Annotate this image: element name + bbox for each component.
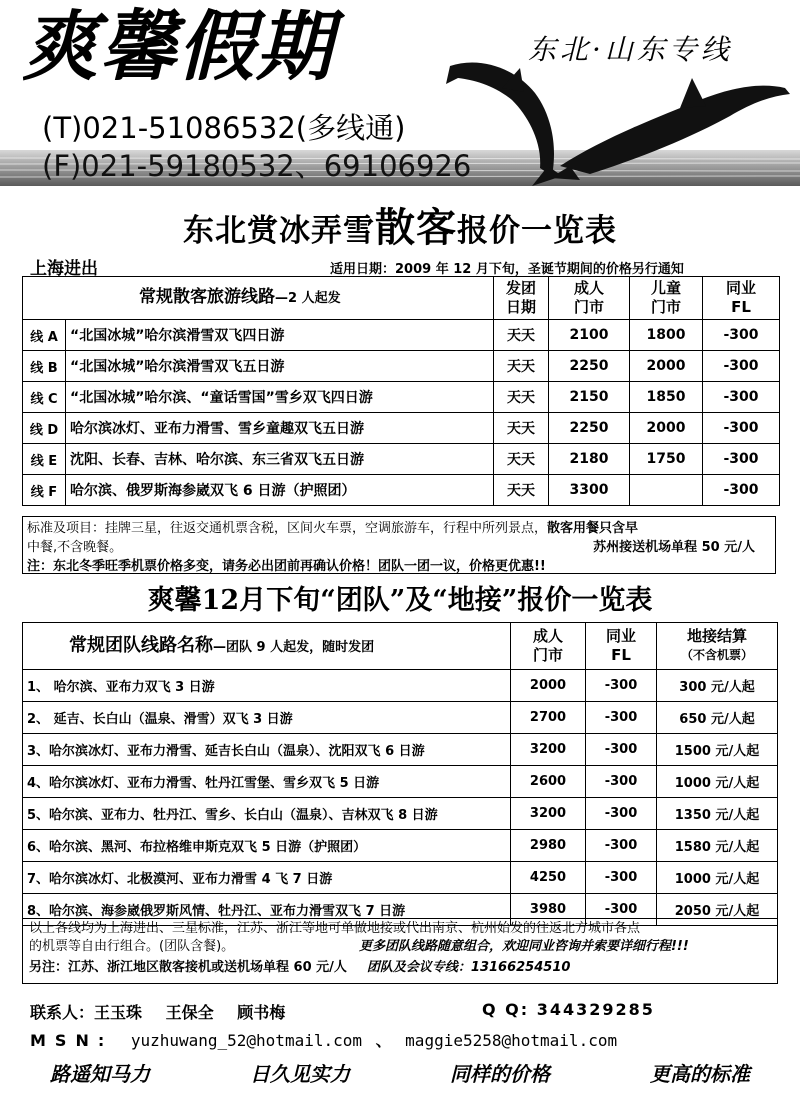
fl-price: -300: [703, 444, 780, 475]
group-settle-price: 650 元/人起: [657, 702, 778, 734]
group-settle-price: 1000 元/人起: [657, 862, 778, 894]
header-group-settle: [657, 623, 778, 670]
header-group-route-note: —团队 9 人起发，随时发团: [213, 639, 375, 655]
table-header-row: [23, 277, 780, 320]
route-name: 哈尔滨、俄罗斯海参崴双飞 6 日游（护照团）: [66, 475, 494, 506]
adult-price: 2250: [549, 351, 630, 382]
header-route-note: —2 人起发: [275, 291, 341, 306]
slogan: 同样的价格: [450, 1062, 550, 1086]
standards-line2: 中餐,不含晚餐。: [27, 540, 123, 555]
route-name: 沈阳、长春、吉林、哈尔滨、东三省双飞五日游: [66, 444, 494, 475]
table-row: [23, 830, 778, 862]
group-adult-price: 4250: [511, 862, 586, 894]
group-route-name: 4、哈尔滨冰灯、亚布力滑雪、牡丹江雪堡、雪乡双飞 5 日游: [23, 766, 511, 798]
contact-person-1: 联系人：王玉珠: [30, 1003, 143, 1022]
brand-title: 爽馨假期: [22, 2, 334, 91]
group-settle-price: 1580 元/人起: [657, 830, 778, 862]
group-note-line3: [29, 959, 570, 977]
standards-line1: [27, 519, 771, 538]
phone-number: (T)021-51086532(多线通): [42, 111, 406, 145]
group-note-line1: 以上各线均为上海进出、三星标准，江苏、浙江等地可单做地接或代出南京、杭州始发的往返北方城市各点: [29, 921, 641, 936]
table-row: [23, 351, 780, 382]
header-depart-label: 发团日期: [505, 279, 536, 316]
group-fl-price: -300: [586, 734, 657, 766]
pickup-note: 另注：江苏、浙江地区散客接机或送机场单程 60 元/人: [29, 960, 347, 975]
depart-cell: 天天: [494, 413, 549, 444]
route-name: 哈尔滨冰灯、亚布力滑雪、雪乡童趣双飞五日游: [66, 413, 494, 444]
slogan: 路遥知马力: [50, 1062, 150, 1086]
child-price: 1750: [630, 444, 703, 475]
group-adult-price: 2980: [511, 830, 586, 862]
group-route-name: 5、哈尔滨、亚布力、牡丹江、雪乡、长白山（温泉）、吉林双飞 8 日游: [23, 798, 511, 830]
route-code: 线 B: [23, 351, 66, 382]
group-settle-price: 1350 元/人起: [657, 798, 778, 830]
standards-note: [22, 516, 776, 574]
group-note-line2: 的机票等自由行组合。(团队含餐)。: [29, 939, 235, 954]
group-adult-price: 3980: [511, 894, 586, 926]
group-settle-price: 1500 元/人起: [657, 734, 778, 766]
header-settle-note: （不含机票）: [680, 648, 753, 662]
header-group-fl-label: 同业FL: [605, 627, 636, 664]
title-part1: 东北赏冰弄雪: [183, 213, 375, 249]
msn-line: [30, 1028, 617, 1051]
fl-price: -300: [703, 475, 780, 506]
group-note-more: 更多团队线路随意组合，欢迎同业咨询并索要详细行程!!!: [359, 939, 689, 954]
depart-cell: 天天: [494, 382, 549, 413]
table-header-row: [23, 623, 778, 670]
suzhou-transfer-note: 苏州接送机场单程 50 元/人: [593, 540, 755, 555]
table-row: [23, 382, 780, 413]
group-route-name: 8、哈尔滨、海参崴俄罗斯风情、牡丹江、亚布力滑雪双飞 7 日游: [23, 894, 511, 926]
group-fl-price: -300: [586, 830, 657, 862]
header-fl: [703, 277, 780, 320]
adult-price: 2180: [549, 444, 630, 475]
dolphins-image: [440, 48, 800, 188]
qq-number: Q Q: 344329285: [482, 1000, 655, 1019]
group-title: 爽馨12月下旬“团队”及“地接”报价一览表: [147, 585, 653, 616]
group-route-name: 1、 哈尔滨、亚布力双飞 3 日游: [23, 670, 511, 702]
contact-people: [30, 1000, 303, 1023]
route-name: “北国冰城”哈尔滨滑雪双飞五日游: [66, 351, 494, 382]
title-part2: 报价一览表: [457, 213, 617, 249]
group-route-name: 2、 延吉、长白山（温泉、滑雪）双飞 3 日游: [23, 702, 511, 734]
slogan: 日久见实力: [250, 1062, 350, 1086]
table-row: [23, 320, 780, 351]
slogans: [0, 1058, 800, 1087]
child-price: 2000: [630, 413, 703, 444]
fax-number: (F)021-59180532、69106926: [42, 149, 472, 183]
header-group-route-label: 常规团队线路名称: [69, 634, 213, 656]
header-group-fl: [586, 623, 657, 670]
header-route: [23, 277, 494, 320]
group-fl-price: -300: [586, 798, 657, 830]
table-row: [23, 413, 780, 444]
route-code: 线 C: [23, 382, 66, 413]
table-row: [23, 862, 778, 894]
adult-price: 3300: [549, 475, 630, 506]
header-group-adult-label: 成人门市: [532, 627, 563, 664]
contact-person-2: 王保全: [165, 1003, 214, 1022]
header-route-label: 常规散客旅游线路: [139, 287, 275, 307]
group-note: [22, 918, 778, 984]
table-row: [23, 670, 778, 702]
header-adult: [549, 277, 630, 320]
route-code: 线 F: [23, 475, 66, 506]
route-code: 线 E: [23, 444, 66, 475]
header-child-label: 儿童门市: [650, 279, 681, 316]
email-link-1[interactable]: yuzhuwang_52@hotmail.com: [130, 1031, 362, 1050]
child-price: 1800: [630, 320, 703, 351]
fl-price: -300: [703, 320, 780, 351]
header-child: [630, 277, 703, 320]
group-adult-price: 2000: [511, 670, 586, 702]
group-adult-price: 3200: [511, 734, 586, 766]
contact-person-3: 顾书梅: [237, 1003, 286, 1022]
group-route-name: 7、哈尔滨冰灯、北极漠河、亚布力滑雪 4 飞 7 日游: [23, 862, 511, 894]
standards-line1-b: 散客用餐只含早: [547, 521, 639, 536]
table-row: [23, 444, 780, 475]
group-route-name: 3、哈尔滨冰灯、亚布力滑雪、延吉长白山（温泉）、沈阳双飞 6 日游: [23, 734, 511, 766]
group-settle-price: 1000 元/人起: [657, 766, 778, 798]
group-route-name: 6、哈尔滨、黑河、布拉格维申斯克双飞 5 日游（护照团）: [23, 830, 511, 862]
fl-price: -300: [703, 351, 780, 382]
title-emph: 散客: [375, 204, 457, 251]
table-row: [23, 475, 780, 506]
group-adult-price: 2600: [511, 766, 586, 798]
header-group-route: [23, 623, 511, 670]
header-adult-label: 成人门市: [573, 279, 604, 316]
depart-cell: 天天: [494, 320, 549, 351]
header-depart: [494, 277, 549, 320]
child-price: 1850: [630, 382, 703, 413]
adult-price: 2100: [549, 320, 630, 351]
adult-price: 2250: [549, 413, 630, 444]
route-tag: 东北·山东专线: [528, 33, 733, 66]
group-adult-price: 2700: [511, 702, 586, 734]
child-price: 2000: [630, 351, 703, 382]
shanghai-label: 上海进出: [30, 259, 98, 279]
individual-tours-table: [22, 276, 780, 506]
route-code: 线 A: [23, 320, 66, 351]
email-link-2[interactable]: maggie5258@hotmail.com: [405, 1031, 618, 1050]
table-row: [23, 734, 778, 766]
route-name: “北国冰城”哈尔滨、“童话雪国”雪乡双飞四日游: [66, 382, 494, 413]
depart-cell: 天天: [494, 444, 549, 475]
group-fl-price: -300: [586, 702, 657, 734]
group-tours-table: [22, 622, 778, 926]
price-warning: 注：东北冬季旺季机票价格多变，请务必出团前再确认价格！团队一团一议，价格更优惠!!: [27, 559, 546, 574]
adult-price: 2150: [549, 382, 630, 413]
hotline-note: 团队及会议专线：13166254510: [366, 960, 571, 975]
header-group-adult: [511, 623, 586, 670]
group-settle-price: 300 元/人起: [657, 670, 778, 702]
header-fl-label: 同业FL: [725, 279, 756, 316]
table-row: [23, 798, 778, 830]
group-fl-price: -300: [586, 894, 657, 926]
table-row: [23, 766, 778, 798]
standards-line1-a: 标准及项目：挂牌三星，往返交通机票含税，区间火车票，空调旅游车，行程中所列景点，: [27, 521, 548, 536]
slogan: 更高的标准: [650, 1062, 750, 1086]
group-fl-price: -300: [586, 862, 657, 894]
depart-cell: 天天: [494, 351, 549, 382]
depart-cell: 天天: [494, 475, 549, 506]
route-name: “北国冰城”哈尔滨滑雪双飞四日游: [66, 320, 494, 351]
group-fl-price: -300: [586, 766, 657, 798]
page-title: [0, 196, 800, 253]
child-price: [630, 475, 703, 506]
valid-date: 适用日期：2009 年 12 月下旬，圣诞节期间的价格另行通知: [330, 262, 684, 277]
email-separator: 、: [375, 1031, 392, 1050]
group-adult-price: 3200: [511, 798, 586, 830]
msn-label: MSN:: [30, 1031, 114, 1050]
group-fl-price: -300: [586, 670, 657, 702]
table-row: [23, 702, 778, 734]
group-settle-price: 2050 元/人起: [657, 894, 778, 926]
route-code: 线 D: [23, 413, 66, 444]
fl-price: -300: [703, 382, 780, 413]
fl-price: -300: [703, 413, 780, 444]
header-settle-label: 地接结算: [686, 627, 747, 645]
